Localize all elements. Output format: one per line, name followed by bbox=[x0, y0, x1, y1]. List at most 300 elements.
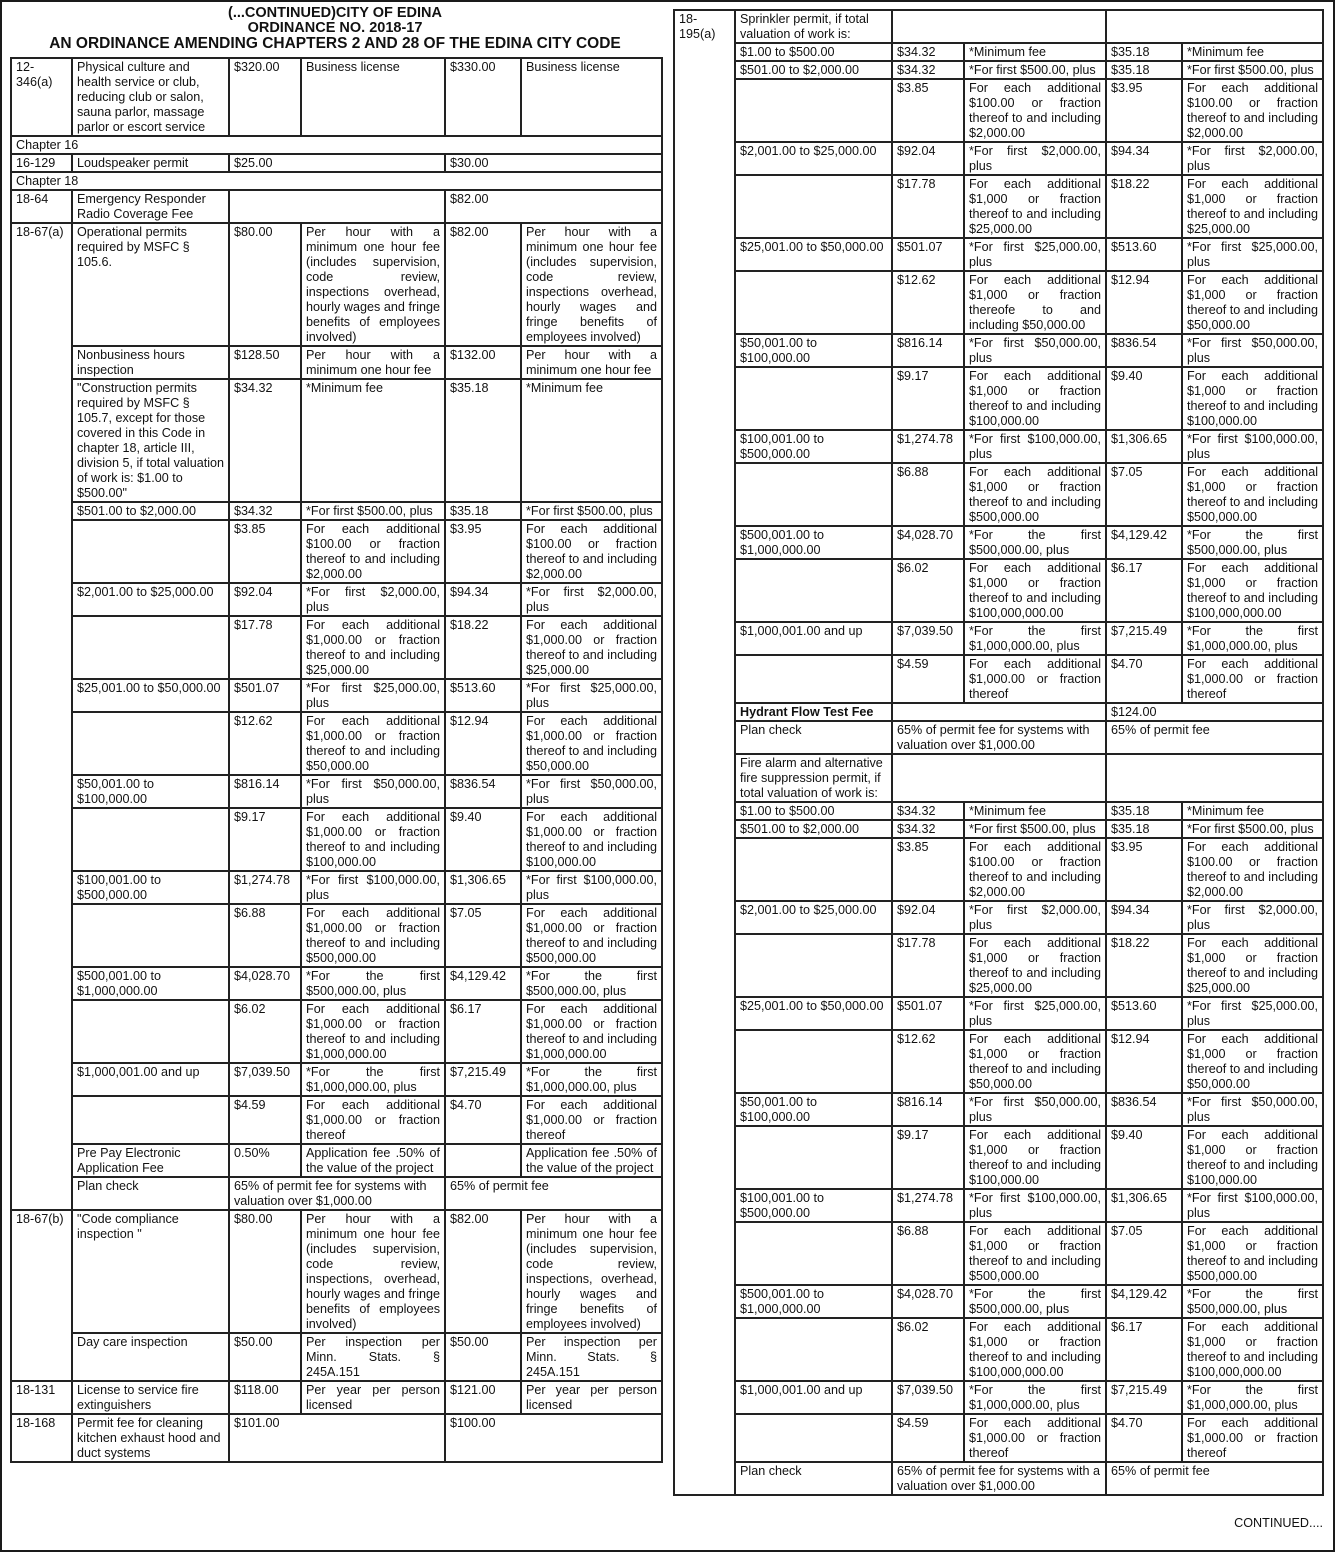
current-fee-span: 65% of permit fee for systems with a valuation over $1,000.00 bbox=[892, 1462, 1106, 1495]
current-fee-note: Per hour with a minimum one hour fee bbox=[301, 346, 445, 379]
proposed-fee-note: Application fee .50% of the value of the project bbox=[521, 1144, 662, 1177]
section-number bbox=[674, 703, 735, 721]
current-fee-note: Per hour with a minimum one hour fee (includes supervision, code review, inspections, overhead, hourly wages and fringe benefits of employees involved) bbox=[301, 1210, 445, 1333]
current-fee: $128.50 bbox=[229, 346, 301, 379]
fee-row bbox=[11, 616, 662, 679]
proposed-fee-note: For each additional $100.00 or fraction thereof to and including $2,000.00 bbox=[1182, 838, 1323, 901]
current-fee-note: *For first $50,000.00, plus bbox=[301, 775, 445, 808]
fee-description: $2,001.00 to $25,000.00 bbox=[735, 901, 892, 934]
section-number bbox=[11, 808, 72, 871]
fee-row bbox=[11, 520, 662, 583]
fee-description bbox=[735, 838, 892, 901]
proposed-fee: $4.70 bbox=[1106, 655, 1182, 703]
fee-description: $1.00 to $500.00 bbox=[735, 43, 892, 61]
fee-description: $1,000,001.00 and up bbox=[735, 622, 892, 655]
proposed-fee-note: For each additional $1,000 or fraction thereof to and including $100,000,000.00 bbox=[1182, 559, 1323, 622]
current-fee-note: For each additional $1,000.00 or fraction thereof to and including $100,000.00 bbox=[301, 808, 445, 871]
current-fee: $6.88 bbox=[229, 904, 301, 967]
document-heading bbox=[10, 6, 660, 51]
fee-row bbox=[11, 1381, 662, 1414]
fee-description: Plan check bbox=[72, 1177, 229, 1210]
current-fee-note: For each additional $1,000 or fraction thereof to and including $25,000.00 bbox=[964, 175, 1106, 238]
section-number bbox=[11, 1000, 72, 1063]
fee-row bbox=[11, 223, 662, 346]
fee-row bbox=[674, 1222, 1323, 1285]
current-fee-note: *Minimum fee bbox=[964, 43, 1106, 61]
current-fee-note: *For the first $500,000.00, plus bbox=[964, 526, 1106, 559]
proposed-fee-span: 65% of permit fee bbox=[445, 1177, 662, 1210]
proposed-fee: $3.95 bbox=[445, 520, 521, 583]
proposed-fee: $3.95 bbox=[1106, 838, 1182, 901]
fee-description: "Code compliance inspection " bbox=[72, 1210, 229, 1333]
current-fee-note: For each additional $1,000.00 or fraction thereof to and including $1,000,000.00 bbox=[301, 1000, 445, 1063]
current-fee: $1,274.78 bbox=[892, 1189, 964, 1222]
proposed-fee-note: *For first $500.00, plus bbox=[1182, 61, 1323, 79]
section-number bbox=[11, 775, 72, 808]
current-fee-note: For each additional $100.00 or fraction thereof to and including $2,000.00 bbox=[964, 79, 1106, 142]
heading-line-1: (...CONTINUED)CITY OF EDINA bbox=[227, 5, 442, 21]
proposed-fee-note: *Minimum fee bbox=[1182, 43, 1323, 61]
section-number: 18-64 bbox=[11, 190, 72, 223]
fee-description: Loudspeaker permit bbox=[72, 154, 229, 172]
fee-description: $1.00 to $500.00 bbox=[735, 802, 892, 820]
proposed-fee: $4.70 bbox=[445, 1096, 521, 1144]
fee-description: $100,001.00 to $500,000.00 bbox=[735, 430, 892, 463]
proposed-fee: $94.34 bbox=[1106, 901, 1182, 934]
fee-description bbox=[72, 1096, 229, 1144]
section-number bbox=[674, 61, 735, 79]
section-number: 16-129 bbox=[11, 154, 72, 172]
fee-row bbox=[674, 175, 1323, 238]
fee-description: $100,001.00 to $500,000.00 bbox=[735, 1189, 892, 1222]
proposed-fee: $4,129.42 bbox=[1106, 1285, 1182, 1318]
proposed-fee-note: For each additional $1,000 or fraction thereof to and including $50,000.00 bbox=[1182, 1030, 1323, 1093]
current-fee-note: For each additional $1,000 or fraction thereof to and including $100,000,000.00 bbox=[964, 1318, 1106, 1381]
proposed-fee-note: For each additional $1,000 or fraction thereof to and including $100,000.00 bbox=[1182, 1126, 1323, 1189]
section-number: 18-67(b) bbox=[11, 1210, 72, 1333]
proposed-fee-note: *For the first $500,000.00, plus bbox=[1182, 1285, 1323, 1318]
current-fee: $6.02 bbox=[892, 1318, 964, 1381]
section-number bbox=[674, 238, 735, 271]
fee-description bbox=[735, 1030, 892, 1093]
proposed-fee: $9.40 bbox=[1106, 1126, 1182, 1189]
fee-description: "Construction permits required by MSFC § 105.7, except for those covered in this Code in chapter 18, article III, division 5, if total valuation of work is: $1.00 to $500.00" bbox=[72, 379, 229, 502]
proposed-fee-note: For each additional $100.00 or fraction thereof to and including $2,000.00 bbox=[521, 520, 662, 583]
fee-description bbox=[72, 904, 229, 967]
section-number bbox=[674, 1381, 735, 1414]
section-number bbox=[11, 904, 72, 967]
fee-row bbox=[674, 997, 1323, 1030]
fee-description: License to service fire extinguishers bbox=[72, 1381, 229, 1414]
fee-description: $25,001.00 to $50,000.00 bbox=[735, 238, 892, 271]
section-number bbox=[674, 43, 735, 61]
fee-row bbox=[674, 526, 1323, 559]
section-number bbox=[674, 334, 735, 367]
proposed-fee: $7,215.49 bbox=[1106, 622, 1182, 655]
proposed-fee: $7,215.49 bbox=[1106, 1381, 1182, 1414]
current-fee-note: *For first $50,000.00, plus bbox=[964, 334, 1106, 367]
current-fee: $17.78 bbox=[229, 616, 301, 679]
current-fee: $4.59 bbox=[229, 1096, 301, 1144]
fee-description bbox=[72, 616, 229, 679]
current-fee: $7,039.50 bbox=[892, 1381, 964, 1414]
proposed-fee-span bbox=[1106, 10, 1323, 43]
proposed-fee: $35.18 bbox=[1106, 61, 1182, 79]
proposed-fee bbox=[445, 1144, 521, 1177]
proposed-fee: $94.34 bbox=[445, 583, 521, 616]
proposed-fee-note: For each additional $1,000 or fraction thereof to and including $25,000.00 bbox=[1182, 934, 1323, 997]
section-number bbox=[11, 871, 72, 904]
fee-row bbox=[11, 346, 662, 379]
proposed-fee: $82.00 bbox=[445, 190, 662, 223]
fee-description bbox=[735, 79, 892, 142]
current-fee: $1,274.78 bbox=[229, 871, 301, 904]
section-number bbox=[11, 520, 72, 583]
section-number bbox=[674, 820, 735, 838]
section-number bbox=[674, 1285, 735, 1318]
proposed-fee: $836.54 bbox=[445, 775, 521, 808]
current-fee: $3.85 bbox=[892, 79, 964, 142]
fee-row bbox=[11, 1000, 662, 1063]
proposed-fee-note: For each additional $1,000.00 or fraction thereof to and including $1,000,000.00 bbox=[521, 1000, 662, 1063]
proposed-fee-note: For each additional $1,000.00 or fraction thereof to and including $100,000.00 bbox=[521, 808, 662, 871]
current-fee: $501.07 bbox=[892, 997, 964, 1030]
fee-row bbox=[674, 901, 1323, 934]
proposed-fee: $94.34 bbox=[1106, 142, 1182, 175]
fee-description: $1,000,001.00 and up bbox=[72, 1063, 229, 1096]
section-number bbox=[674, 1462, 735, 1495]
current-fee: $34.32 bbox=[892, 820, 964, 838]
proposed-fee-note: For each additional $1,000.00 or fraction thereof to and including $50,000.00 bbox=[521, 712, 662, 775]
fee-description: $50,001.00 to $100,000.00 bbox=[72, 775, 229, 808]
section-number bbox=[11, 679, 72, 712]
current-fee-note: For each additional $1,000.00 or fraction thereof to and including $500,000.00 bbox=[301, 904, 445, 967]
fee-description bbox=[72, 1000, 229, 1063]
proposed-fee-note: For each additional $1,000.00 or fraction thereof to and including $25,000.00 bbox=[521, 616, 662, 679]
proposed-fee: $18.22 bbox=[1106, 934, 1182, 997]
proposed-fee-note: *For first $2,000.00, plus bbox=[1182, 901, 1323, 934]
fee-row bbox=[674, 1318, 1323, 1381]
fee-description bbox=[735, 1318, 892, 1381]
proposed-fee: $3.95 bbox=[1106, 79, 1182, 142]
fee-row bbox=[674, 1462, 1323, 1495]
fee-row bbox=[674, 1126, 1323, 1189]
proposed-fee-note: *For the first $1,000,000.00, plus bbox=[1182, 622, 1323, 655]
current-fee: $6.02 bbox=[892, 559, 964, 622]
fee-description: Nonbusiness hours inspection bbox=[72, 346, 229, 379]
proposed-fee: $330.00 bbox=[445, 58, 521, 136]
section-number: 12-346(a) bbox=[11, 58, 72, 136]
current-fee: $12.62 bbox=[229, 712, 301, 775]
current-fee-note: *For first $500.00, plus bbox=[301, 502, 445, 520]
current-fee: $12.62 bbox=[892, 1030, 964, 1093]
proposed-fee: $7.05 bbox=[1106, 463, 1182, 526]
current-fee: $34.32 bbox=[892, 802, 964, 820]
fee-row bbox=[674, 1189, 1323, 1222]
fee-description: $2,001.00 to $25,000.00 bbox=[735, 142, 892, 175]
fee-description: $501.00 to $2,000.00 bbox=[72, 502, 229, 520]
section-number bbox=[674, 175, 735, 238]
proposed-fee-note: Per year per person licensed bbox=[521, 1381, 662, 1414]
fee-row bbox=[11, 679, 662, 712]
proposed-fee-note: *For first $2,000.00, plus bbox=[1182, 142, 1323, 175]
current-fee-note: Per hour with a minimum one hour fee (includes supervision, code review, inspections overhead, hourly wages and fringe benefits of employees involved) bbox=[301, 223, 445, 346]
proposed-fee: $18.22 bbox=[445, 616, 521, 679]
fee-row bbox=[674, 1285, 1323, 1318]
fee-description bbox=[735, 559, 892, 622]
proposed-fee-note: For each additional $1,000.00 or fraction thereof bbox=[1182, 655, 1323, 703]
chapter-row bbox=[11, 172, 662, 190]
section-number bbox=[674, 430, 735, 463]
fee-description bbox=[735, 655, 892, 703]
fee-row bbox=[674, 463, 1323, 526]
section-number bbox=[674, 934, 735, 997]
fee-description: Day care inspection bbox=[72, 1333, 229, 1381]
section-number bbox=[674, 721, 735, 754]
proposed-fee: $4,129.42 bbox=[445, 967, 521, 1000]
current-fee-note: For each additional $1,000 or fraction thereof to and including $100,000.00 bbox=[964, 367, 1106, 430]
current-fee: $6.88 bbox=[892, 1222, 964, 1285]
proposed-fee-note: *For first $25,000.00, plus bbox=[1182, 238, 1323, 271]
section-number bbox=[674, 802, 735, 820]
section-number bbox=[674, 463, 735, 526]
fee-row bbox=[11, 1063, 662, 1096]
current-fee-note: *For first $500.00, plus bbox=[964, 820, 1106, 838]
current-fee-note: For each additional $1,000.00 or fraction thereof bbox=[964, 1414, 1106, 1462]
current-fee: $118.00 bbox=[229, 1381, 301, 1414]
current-fee: $4,028.70 bbox=[892, 526, 964, 559]
fee-description: $25,001.00 to $50,000.00 bbox=[72, 679, 229, 712]
proposed-fee: $82.00 bbox=[445, 1210, 521, 1333]
proposed-fee: $12.94 bbox=[445, 712, 521, 775]
current-fee-span bbox=[892, 754, 1106, 802]
fee-row bbox=[674, 754, 1323, 802]
fee-row bbox=[11, 583, 662, 616]
proposed-fee: $4.70 bbox=[1106, 1414, 1182, 1462]
current-fee: $50.00 bbox=[229, 1333, 301, 1381]
section-number bbox=[674, 997, 735, 1030]
fee-description: Fire alarm and alternative fire suppression permit, if total valuation of work is: bbox=[735, 754, 892, 802]
section-number bbox=[674, 1030, 735, 1093]
fee-description: Emergency Responder Radio Coverage Fee bbox=[72, 190, 229, 223]
current-fee: $92.04 bbox=[892, 142, 964, 175]
proposed-fee-note: *For first $2,000.00, plus bbox=[521, 583, 662, 616]
current-fee-note: *For first $2,000.00, plus bbox=[301, 583, 445, 616]
section-number bbox=[674, 79, 735, 142]
proposed-fee: $12.94 bbox=[1106, 271, 1182, 334]
proposed-fee: $9.40 bbox=[1106, 367, 1182, 430]
current-fee bbox=[229, 190, 445, 223]
fee-description bbox=[72, 712, 229, 775]
proposed-fee-note: For each additional $1,000 or fraction thereof to and including $500,000.00 bbox=[1182, 463, 1323, 526]
fee-description: $501.00 to $2,000.00 bbox=[735, 61, 892, 79]
current-fee: $9.17 bbox=[229, 808, 301, 871]
fee-row bbox=[11, 58, 662, 136]
fee-row bbox=[11, 1177, 662, 1210]
section-number bbox=[11, 583, 72, 616]
current-fee-note: For each additional $1,000 or fraction thereof to and including $100,000.00 bbox=[964, 1126, 1106, 1189]
section-number bbox=[674, 367, 735, 430]
proposed-fee: $1,306.65 bbox=[445, 871, 521, 904]
section-number bbox=[11, 502, 72, 520]
proposed-fee-note: *For first $100,000.00, plus bbox=[1182, 1189, 1323, 1222]
fee-row bbox=[674, 79, 1323, 142]
proposed-fee-note: *For first $25,000.00, plus bbox=[521, 679, 662, 712]
current-fee: $6.88 bbox=[892, 463, 964, 526]
proposed-fee: $35.18 bbox=[1106, 802, 1182, 820]
current-fee-note: *For first $2,000.00, plus bbox=[964, 142, 1106, 175]
proposed-fee-note: For each additional $1,000 or fraction thereof to and including $25,000.00 bbox=[1182, 175, 1323, 238]
fee-description: Physical culture and health service or club, reducing club or salon, sauna parlor, massage parlor or escort service bbox=[72, 58, 229, 136]
proposed-fee-note: For each additional $1,000 or fraction thereof to and including $100,000,000.00 bbox=[1182, 1318, 1323, 1381]
current-fee: $34.32 bbox=[229, 379, 301, 502]
fee-description bbox=[735, 1222, 892, 1285]
current-fee-note: *For first $25,000.00, plus bbox=[964, 997, 1106, 1030]
proposed-fee: $7.05 bbox=[1106, 1222, 1182, 1285]
fee-description: $500,001.00 to $1,000,000.00 bbox=[72, 967, 229, 1000]
continued-label: CONTINUED.... bbox=[1234, 1516, 1323, 1530]
heading-line-3: AN ORDINANCE AMENDING CHAPTERS 2 AND 28 OF THE EDINA CITY CODE bbox=[49, 35, 621, 52]
section-number bbox=[674, 1189, 735, 1222]
proposed-fee-note: *For first $500.00, plus bbox=[521, 502, 662, 520]
current-fee-note: For each additional $1,000 or fraction thereof to and including $500,000.00 bbox=[964, 463, 1106, 526]
current-fee-note: *Minimum fee bbox=[964, 802, 1106, 820]
proposed-fee-note: For each additional $1,000 or fraction thereof to and including $500,000.00 bbox=[1182, 1222, 1323, 1285]
fee-description bbox=[735, 463, 892, 526]
current-fee-span: 65% of permit fee for systems with valuation over $1,000.00 bbox=[229, 1177, 445, 1210]
current-fee: $12.62 bbox=[892, 271, 964, 334]
current-fee-note: For each additional $100.00 or fraction thereof to and including $2,000.00 bbox=[964, 838, 1106, 901]
proposed-fee-span: 65% of permit fee bbox=[1106, 1462, 1323, 1495]
current-fee: $3.85 bbox=[229, 520, 301, 583]
proposed-fee-span bbox=[1106, 754, 1323, 802]
current-fee: $9.17 bbox=[892, 1126, 964, 1189]
proposed-fee: $35.18 bbox=[445, 502, 521, 520]
proposed-fee: $513.60 bbox=[1106, 997, 1182, 1030]
proposed-fee: $7.05 bbox=[445, 904, 521, 967]
section-number bbox=[674, 142, 735, 175]
current-fee-note: For each additional $1,000.00 or fraction thereof bbox=[301, 1096, 445, 1144]
fee-row bbox=[674, 430, 1323, 463]
fee-row bbox=[674, 838, 1323, 901]
proposed-fee-note: Per hour with a minimum one hour fee (includes supervision, code review, inspections, overhead, hourly wages and fringe benefits of employees involved) bbox=[521, 1210, 662, 1333]
fee-row bbox=[674, 820, 1323, 838]
fee-description: Permit fee for cleaning kitchen exhaust hood and duct systems bbox=[72, 1414, 229, 1462]
fee-description bbox=[735, 271, 892, 334]
chapter-heading: Chapter 16 bbox=[11, 136, 662, 154]
fee-description bbox=[735, 1126, 892, 1189]
fee-description: $25,001.00 to $50,000.00 bbox=[735, 997, 892, 1030]
current-fee: $4,028.70 bbox=[229, 967, 301, 1000]
fee-description bbox=[735, 175, 892, 238]
section-number bbox=[11, 1063, 72, 1096]
fee-description: $500,001.00 to $1,000,000.00 bbox=[735, 1285, 892, 1318]
section-number bbox=[674, 1222, 735, 1285]
current-fee-note: For each additional $1,000 or fraction thereof to and including $50,000.00 bbox=[964, 1030, 1106, 1093]
proposed-fee: $513.60 bbox=[1106, 238, 1182, 271]
current-fee: $92.04 bbox=[892, 901, 964, 934]
section-number bbox=[674, 1414, 735, 1462]
section-number bbox=[674, 1126, 735, 1189]
current-fee: $4.59 bbox=[892, 655, 964, 703]
current-fee-note: *For first $100,000.00, plus bbox=[964, 1189, 1106, 1222]
current-fee-note: For each additional $1,000.00 or fraction thereof to and including $25,000.00 bbox=[301, 616, 445, 679]
section-number bbox=[674, 271, 735, 334]
current-fee-span bbox=[892, 703, 1106, 721]
proposed-fee: $35.18 bbox=[1106, 43, 1182, 61]
current-fee-note: *For first $100,000.00, plus bbox=[301, 871, 445, 904]
current-fee: $80.00 bbox=[229, 223, 301, 346]
proposed-fee-note: Per hour with a minimum one hour fee bbox=[521, 346, 662, 379]
proposed-fee: $9.40 bbox=[445, 808, 521, 871]
current-fee: $25.00 bbox=[229, 154, 445, 172]
fee-row bbox=[11, 871, 662, 904]
current-fee: $816.14 bbox=[892, 1093, 964, 1126]
current-fee: $1,274.78 bbox=[892, 430, 964, 463]
section-number: 18-131 bbox=[11, 1381, 72, 1414]
fee-row bbox=[674, 1414, 1323, 1462]
proposed-fee-note: *For the first $1,000,000.00, plus bbox=[521, 1063, 662, 1096]
fee-row bbox=[674, 559, 1323, 622]
fee-row bbox=[11, 1333, 662, 1381]
current-fee-note: *For the first $1,000,000.00, plus bbox=[964, 622, 1106, 655]
current-fee: $816.14 bbox=[229, 775, 301, 808]
proposed-fee-note: *For first $50,000.00, plus bbox=[1182, 334, 1323, 367]
proposed-fee-note: For each additional $1,000 or fraction thereof to and including $100,000.00 bbox=[1182, 367, 1323, 430]
fee-row bbox=[11, 1096, 662, 1144]
fee-description bbox=[735, 367, 892, 430]
section-number bbox=[674, 1318, 735, 1381]
fee-row bbox=[674, 271, 1323, 334]
fee-row bbox=[11, 154, 662, 172]
section-number bbox=[674, 1093, 735, 1126]
proposed-fee-note: *For first $100,000.00, plus bbox=[521, 871, 662, 904]
section-number bbox=[674, 901, 735, 934]
proposed-fee-note: *For the first $500,000.00, plus bbox=[521, 967, 662, 1000]
fee-row bbox=[674, 721, 1323, 754]
proposed-fee: $12.94 bbox=[1106, 1030, 1182, 1093]
current-fee: $4.59 bbox=[892, 1414, 964, 1462]
current-fee-note: Per year per person licensed bbox=[301, 1381, 445, 1414]
fee-description: $500,001.00 to $1,000,000.00 bbox=[735, 526, 892, 559]
proposed-fee: $132.00 bbox=[445, 346, 521, 379]
current-fee: $501.07 bbox=[892, 238, 964, 271]
proposed-fee: $1,306.65 bbox=[1106, 430, 1182, 463]
current-fee: $3.85 bbox=[892, 838, 964, 901]
proposed-fee-note: Per inspection per Minn. Stats. § 245A.151 bbox=[521, 1333, 662, 1381]
section-number bbox=[11, 712, 72, 775]
fee-row bbox=[11, 1210, 662, 1333]
fee-row bbox=[674, 655, 1323, 703]
proposed-fee: $836.54 bbox=[1106, 334, 1182, 367]
fee-description: $501.00 to $2,000.00 bbox=[735, 820, 892, 838]
current-fee: 0.50% bbox=[229, 1144, 301, 1177]
section-number: 18-195(a) bbox=[674, 10, 735, 43]
fee-row bbox=[11, 502, 662, 520]
proposed-fee: $6.17 bbox=[445, 1000, 521, 1063]
proposed-fee-note: For each additional $100.00 or fraction thereof to and including $2,000.00 bbox=[1182, 79, 1323, 142]
current-fee: $34.32 bbox=[892, 43, 964, 61]
fee-description: Plan check bbox=[735, 1462, 892, 1495]
current-fee-span: 65% of permit fee for systems with valuation over $1,000.00 bbox=[892, 721, 1106, 754]
fee-row bbox=[674, 334, 1323, 367]
current-fee: $9.17 bbox=[892, 367, 964, 430]
current-fee-note: *For first $25,000.00, plus bbox=[964, 238, 1106, 271]
section-number bbox=[11, 346, 72, 379]
fee-row bbox=[11, 775, 662, 808]
current-fee: $101.00 bbox=[229, 1414, 445, 1462]
proposed-fee-note: *Minimum fee bbox=[521, 379, 662, 502]
